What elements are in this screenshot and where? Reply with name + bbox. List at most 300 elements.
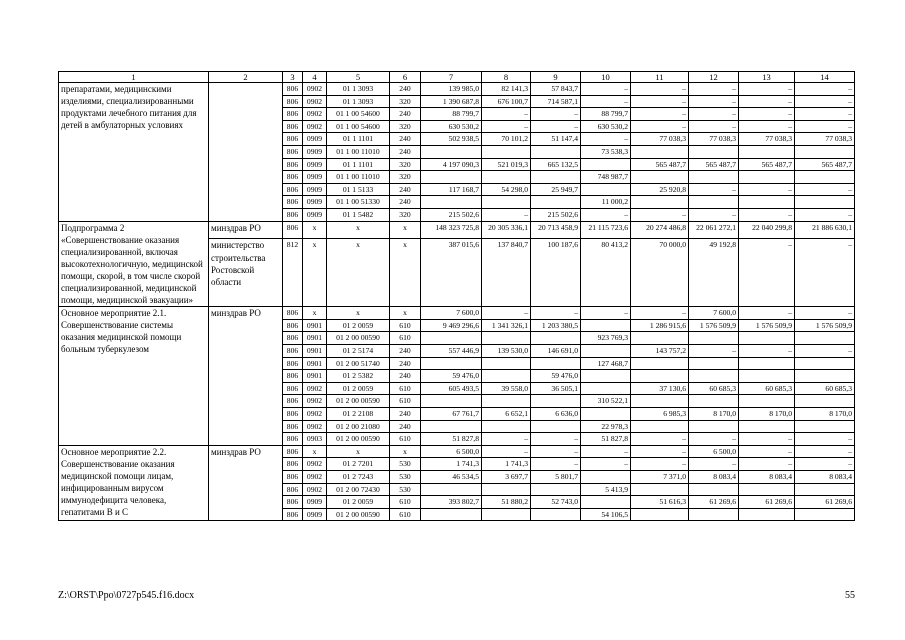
table-cell	[795, 395, 855, 408]
table-cell: 610	[390, 395, 421, 408]
table-cell: 610	[390, 319, 421, 332]
table-cell: 51 880,2	[482, 496, 531, 509]
table-cell	[631, 483, 689, 496]
table-cell: –	[531, 108, 581, 121]
table-cell: 806	[283, 483, 303, 496]
table-cell: 8 170,0	[689, 407, 739, 420]
table-cell: 320	[390, 208, 421, 221]
table-cell: x	[390, 307, 421, 320]
table-cell: 610	[390, 382, 421, 395]
table-cell	[739, 508, 795, 521]
table-cell: 605 493,5	[421, 382, 482, 395]
table-cell: 01 1 3093	[327, 83, 390, 96]
table-cell: 530	[390, 458, 421, 471]
table-cell: 25 949,7	[531, 183, 581, 196]
table-cell: 5 413,9	[581, 483, 631, 496]
table-cell: 01 2 00 00590	[327, 395, 390, 408]
table-cell	[631, 171, 689, 184]
table-cell: 240	[390, 370, 421, 383]
table-cell: 1 286 915,6	[631, 319, 689, 332]
table-cell: 77 038,3	[739, 133, 795, 146]
table-cell: –	[631, 95, 689, 108]
table-cell	[482, 370, 531, 383]
table-cell: 3 697,7	[482, 470, 531, 483]
table-cell: –	[739, 120, 795, 133]
table-cell: 806	[283, 433, 303, 446]
table-cell: 565 487,7	[739, 158, 795, 171]
table-cell: 923 769,3	[581, 332, 631, 345]
table-cell	[482, 171, 531, 184]
table-cell: 806	[283, 145, 303, 158]
table-cell: 806	[283, 133, 303, 146]
table-cell: 806	[283, 196, 303, 209]
table-cell	[631, 145, 689, 158]
table-cell: x	[327, 239, 390, 307]
header-row	[59, 72, 855, 83]
responsible-executor: минздрав РО	[209, 221, 283, 239]
column-header: 4	[303, 72, 327, 83]
table-cell: –	[795, 120, 855, 133]
table-cell: 39 558,0	[482, 382, 531, 395]
table-cell: 0901	[303, 344, 327, 357]
table-cell: 806	[283, 395, 303, 408]
table-cell	[795, 483, 855, 496]
table-cell: –	[795, 183, 855, 196]
column-header: 11	[631, 72, 689, 83]
table-cell: 01 2 2108	[327, 407, 390, 420]
table-cell: 806	[283, 496, 303, 509]
table-cell: 01 2 00 00590	[327, 508, 390, 521]
table-cell: 82 141,3	[482, 83, 531, 96]
table-cell: 7 600,0	[689, 307, 739, 320]
table-cell	[421, 196, 482, 209]
table-cell: 240	[390, 344, 421, 357]
table-row	[59, 307, 855, 320]
table-cell: 5 801,7	[531, 470, 581, 483]
table-cell: 320	[390, 95, 421, 108]
table-cell: 714 587,1	[531, 95, 581, 108]
table-cell: 240	[390, 196, 421, 209]
table-cell	[795, 420, 855, 433]
column-header: 8	[482, 72, 531, 83]
table-cell: 0901	[303, 332, 327, 345]
table-cell: 215 502,6	[531, 208, 581, 221]
table-cell: –	[581, 133, 631, 146]
table-cell: 80 413,2	[581, 239, 631, 307]
table-cell	[631, 357, 689, 370]
table-cell: x	[303, 307, 327, 320]
table-cell	[531, 357, 581, 370]
table-cell: –	[689, 458, 739, 471]
table-cell: 630 530,2	[421, 120, 482, 133]
column-header: 1	[59, 72, 209, 83]
table-cell: 8 083,4	[795, 470, 855, 483]
table-cell	[531, 395, 581, 408]
table-cell: 77 038,3	[795, 133, 855, 146]
table-cell: 0909	[303, 145, 327, 158]
table-cell: 215 502,6	[421, 208, 482, 221]
table-cell: 806	[283, 158, 303, 171]
table-cell: 240	[390, 133, 421, 146]
table-cell: 21 115 723,6	[581, 221, 631, 239]
table-cell	[739, 420, 795, 433]
table-cell: 6 500,0	[689, 445, 739, 458]
table-cell: 806	[283, 508, 303, 521]
table-cell	[689, 483, 739, 496]
table-row	[59, 221, 855, 239]
table-cell	[421, 508, 482, 521]
table-cell: 59 476,0	[421, 370, 482, 383]
table-cell: 77 038,3	[689, 133, 739, 146]
table-cell: 01 1 00 54600	[327, 120, 390, 133]
budget-table	[58, 71, 855, 521]
table-cell: 0902	[303, 395, 327, 408]
table-cell: 530	[390, 470, 421, 483]
table-cell	[795, 145, 855, 158]
table-cell: 0901	[303, 319, 327, 332]
table-cell: 1 390 687,8	[421, 95, 482, 108]
table-cell: 8 170,0	[739, 407, 795, 420]
table-cell: 806	[283, 108, 303, 121]
table-cell: –	[739, 445, 795, 458]
table-cell: 557 446,9	[421, 344, 482, 357]
table-cell: –	[531, 445, 581, 458]
table-cell: 806	[283, 83, 303, 96]
table-cell	[421, 145, 482, 158]
table-cell: 01 1 1101	[327, 158, 390, 171]
table-cell	[739, 370, 795, 383]
table-cell	[421, 171, 482, 184]
table-cell: –	[631, 445, 689, 458]
table-cell: –	[689, 208, 739, 221]
table-cell	[531, 145, 581, 158]
table-cell: 806	[283, 171, 303, 184]
table-cell: –	[689, 433, 739, 446]
table-cell: 01 2 00 21080	[327, 420, 390, 433]
table-cell: x	[327, 221, 390, 239]
table-cell: 806	[283, 357, 303, 370]
table-cell: 0902	[303, 458, 327, 471]
table-cell	[739, 483, 795, 496]
table-cell: x	[390, 445, 421, 458]
table-cell	[531, 196, 581, 209]
table-cell	[581, 407, 631, 420]
table-cell: 0909	[303, 208, 327, 221]
table-cell	[482, 420, 531, 433]
table-cell: 806	[283, 183, 303, 196]
table-cell: 73 538,3	[581, 145, 631, 158]
table-cell: 46 534,5	[421, 470, 482, 483]
responsible-executor: минздрав РО	[209, 307, 283, 446]
table-cell: –	[795, 344, 855, 357]
table-cell: 20 713 458,9	[531, 221, 581, 239]
table-cell: 0909	[303, 171, 327, 184]
table-cell	[689, 395, 739, 408]
table-cell	[689, 196, 739, 209]
table-cell: 320	[390, 171, 421, 184]
table-cell: 0909	[303, 508, 327, 521]
table-cell	[581, 370, 631, 383]
table-cell: 88 799,7	[581, 108, 631, 121]
table-cell: 565 487,7	[631, 158, 689, 171]
table-cell: 57 843,7	[531, 83, 581, 96]
table-cell: –	[795, 445, 855, 458]
table-cell: 393 802,7	[421, 496, 482, 509]
table-cell: 9 469 296,6	[421, 319, 482, 332]
table-cell: 1 576 509,9	[739, 319, 795, 332]
table-cell: 01 2 00 72430	[327, 483, 390, 496]
table-cell: 70 000,0	[631, 239, 689, 307]
table-cell	[739, 171, 795, 184]
table-cell	[482, 357, 531, 370]
column-header: 2	[209, 72, 283, 83]
table-cell: 6 500,0	[421, 445, 482, 458]
table-cell: 54 298,0	[482, 183, 531, 196]
table-cell: 143 757,2	[631, 344, 689, 357]
table-cell: 137 840,7	[482, 239, 531, 307]
table-cell: 676 100,7	[482, 95, 531, 108]
table-cell	[531, 420, 581, 433]
table-cell: –	[795, 208, 855, 221]
table-cell: x	[390, 221, 421, 239]
table-cell: 1 203 380,5	[531, 319, 581, 332]
table-cell	[421, 483, 482, 496]
table-cell: 01 2 00 00590	[327, 332, 390, 345]
table-cell: 49 192,8	[689, 239, 739, 307]
table-cell: –	[581, 83, 631, 96]
table-cell: 67 761,7	[421, 407, 482, 420]
table-cell: 806	[283, 445, 303, 458]
table-cell	[581, 183, 631, 196]
table-cell: 52 743,0	[531, 496, 581, 509]
table-cell: –	[531, 433, 581, 446]
table-cell	[689, 332, 739, 345]
responsible-executor: минздрав РО	[209, 445, 283, 521]
table-cell: –	[795, 433, 855, 446]
table-cell: 20 305 336,1	[482, 221, 531, 239]
table-cell: 240	[390, 108, 421, 121]
table-cell: 806	[283, 382, 303, 395]
table-cell	[689, 370, 739, 383]
table-cell: 61 269,6	[689, 496, 739, 509]
table-cell: 59 476,0	[531, 370, 581, 383]
table-cell	[689, 171, 739, 184]
table-cell: 01 1 1101	[327, 133, 390, 146]
table-cell: –	[482, 307, 531, 320]
table-cell: –	[739, 307, 795, 320]
table-cell: 1 741,3	[482, 458, 531, 471]
table-cell: 88 799,7	[421, 108, 482, 121]
table-cell: 1 576 509,9	[795, 319, 855, 332]
table-cell: 0909	[303, 496, 327, 509]
table-cell: 01 2 00 00590	[327, 433, 390, 446]
table-cell: x	[303, 221, 327, 239]
column-header: 14	[795, 72, 855, 83]
table-cell: –	[739, 239, 795, 307]
table-cell	[631, 370, 689, 383]
table-cell: x	[303, 239, 327, 307]
table-cell	[795, 357, 855, 370]
table-cell: x	[327, 307, 390, 320]
table-cell: 01 1 00 54600	[327, 108, 390, 121]
table-cell: –	[631, 120, 689, 133]
table-cell: 21 886 630,1	[795, 221, 855, 239]
row-description: Подпрограмма 2 «Совершенствование оказания специализированной, включая высокотехнологичную, медицинской помощи, скорой, в том числе скорой специализированной, медицинской помощи, медицинской эвакуации»	[59, 221, 209, 307]
table-cell: 36 505,1	[531, 382, 581, 395]
table-cell: –	[795, 458, 855, 471]
table-cell: –	[581, 208, 631, 221]
table-cell: 806	[283, 470, 303, 483]
table-cell: –	[631, 433, 689, 446]
table-cell: 812	[283, 239, 303, 307]
table-cell	[689, 357, 739, 370]
table-cell	[581, 158, 631, 171]
table-cell: 0902	[303, 83, 327, 96]
table-cell: 51 827,8	[421, 433, 482, 446]
table-cell: –	[795, 239, 855, 307]
table-cell: –	[581, 445, 631, 458]
table-cell: 146 691,0	[531, 344, 581, 357]
table-cell: 806	[283, 307, 303, 320]
table-cell: –	[581, 95, 631, 108]
table-cell: –	[739, 108, 795, 121]
table-cell: –	[739, 433, 795, 446]
table-row	[59, 445, 855, 458]
table-cell	[482, 196, 531, 209]
table-cell: x	[327, 445, 390, 458]
table-cell: 240	[390, 357, 421, 370]
table-cell: 11 000,2	[581, 196, 631, 209]
table-cell: 0902	[303, 483, 327, 496]
table-cell: 0902	[303, 120, 327, 133]
table-cell: 0901	[303, 357, 327, 370]
table-cell: –	[795, 83, 855, 96]
responsible-executor: министерство строительства Ростовской области	[209, 239, 283, 307]
table-cell: 320	[390, 120, 421, 133]
table-cell	[581, 382, 631, 395]
table-cell: –	[631, 307, 689, 320]
table-cell	[795, 332, 855, 345]
row-description: Основное мероприятие 2.1. Совершенствование системы оказания медицинской помощи больным туберкулезом	[59, 307, 209, 446]
table-cell: 117 168,7	[421, 183, 482, 196]
table-cell: 60 685,3	[795, 382, 855, 395]
table-cell: 0909	[303, 183, 327, 196]
table-cell: 01 2 0059	[327, 496, 390, 509]
table-cell: 8 083,4	[689, 470, 739, 483]
page-number: 55	[845, 590, 855, 601]
table-cell: 20 274 486,8	[631, 221, 689, 239]
table-cell	[739, 332, 795, 345]
table-cell	[482, 395, 531, 408]
table-cell: 139 985,0	[421, 83, 482, 96]
table-cell: 01 2 5382	[327, 370, 390, 383]
table-cell: 6 652,1	[482, 407, 531, 420]
row-description: Основное мероприятие 2.2. Совершенствование оказания медицинской помощи лицам, инфицированным вирусом иммунодефицита человека, гепатитами В и С	[59, 445, 209, 521]
table-cell	[795, 196, 855, 209]
table-cell: –	[631, 108, 689, 121]
row-description: препаратами, медицинскими изделиями, специализированными продуктами лечебного питания для детей в амбулаторных условиях	[59, 83, 209, 222]
table-cell: 60 685,3	[739, 382, 795, 395]
table-cell	[795, 370, 855, 383]
table-cell: –	[482, 108, 531, 121]
table-cell: x	[303, 445, 327, 458]
table-cell: –	[739, 458, 795, 471]
table-cell	[421, 420, 482, 433]
table-cell: 25 920,8	[631, 183, 689, 196]
column-header: 12	[689, 72, 739, 83]
table-cell: 7 600,0	[421, 307, 482, 320]
table-cell: 01 2 00 51740	[327, 357, 390, 370]
table-cell: 665 132,5	[531, 158, 581, 171]
table-cell: 565 487,7	[689, 158, 739, 171]
table-cell: 01 1 5482	[327, 208, 390, 221]
table-cell: 01 2 5174	[327, 344, 390, 357]
table-cell: x	[390, 239, 421, 307]
table-cell: 240	[390, 183, 421, 196]
table-cell: –	[581, 458, 631, 471]
table-cell: 610	[390, 433, 421, 446]
table-cell	[631, 332, 689, 345]
table-cell: 530	[390, 483, 421, 496]
table-cell: 51 827,8	[581, 433, 631, 446]
table-cell: –	[739, 344, 795, 357]
table-cell	[795, 508, 855, 521]
table-cell: 806	[283, 344, 303, 357]
column-header: 6	[390, 72, 421, 83]
table-cell: –	[689, 83, 739, 96]
table-cell: –	[739, 208, 795, 221]
table-cell: –	[689, 344, 739, 357]
table-cell: 01 2 0059	[327, 319, 390, 332]
table-cell: –	[631, 458, 689, 471]
table-cell	[739, 357, 795, 370]
table-cell: 22 061 272,1	[689, 221, 739, 239]
table-cell	[482, 508, 531, 521]
footer-file-path: Z:\ORST\Ppo\0727p545.f16.docx	[58, 590, 195, 601]
table-cell: 806	[283, 120, 303, 133]
table-cell: 01 1 00 11010	[327, 145, 390, 158]
table-cell: 806	[283, 458, 303, 471]
table-cell	[421, 395, 482, 408]
table-cell: 521 019,3	[482, 158, 531, 171]
table-cell: 0902	[303, 95, 327, 108]
table-cell: 7 371,0	[631, 470, 689, 483]
table-cell: –	[531, 458, 581, 471]
table-cell: 0903	[303, 433, 327, 446]
table-cell: –	[795, 95, 855, 108]
table-cell	[482, 483, 531, 496]
table-cell	[581, 319, 631, 332]
table-cell	[739, 145, 795, 158]
column-header: 3	[283, 72, 303, 83]
table-cell	[581, 496, 631, 509]
table-cell: 565 487,7	[795, 158, 855, 171]
table-cell: –	[531, 307, 581, 320]
table-cell: 01 1 3093	[327, 95, 390, 108]
table-cell	[581, 344, 631, 357]
table-cell: 01 2 7243	[327, 470, 390, 483]
table-cell: 6 636,0	[531, 407, 581, 420]
table-cell: 240	[390, 145, 421, 158]
table-cell: 1 576 509,9	[689, 319, 739, 332]
table-cell	[631, 196, 689, 209]
table-cell: 806	[283, 420, 303, 433]
table-cell	[482, 332, 531, 345]
table-cell	[689, 508, 739, 521]
table-cell	[531, 332, 581, 345]
table-cell: –	[482, 445, 531, 458]
table-cell: –	[795, 108, 855, 121]
